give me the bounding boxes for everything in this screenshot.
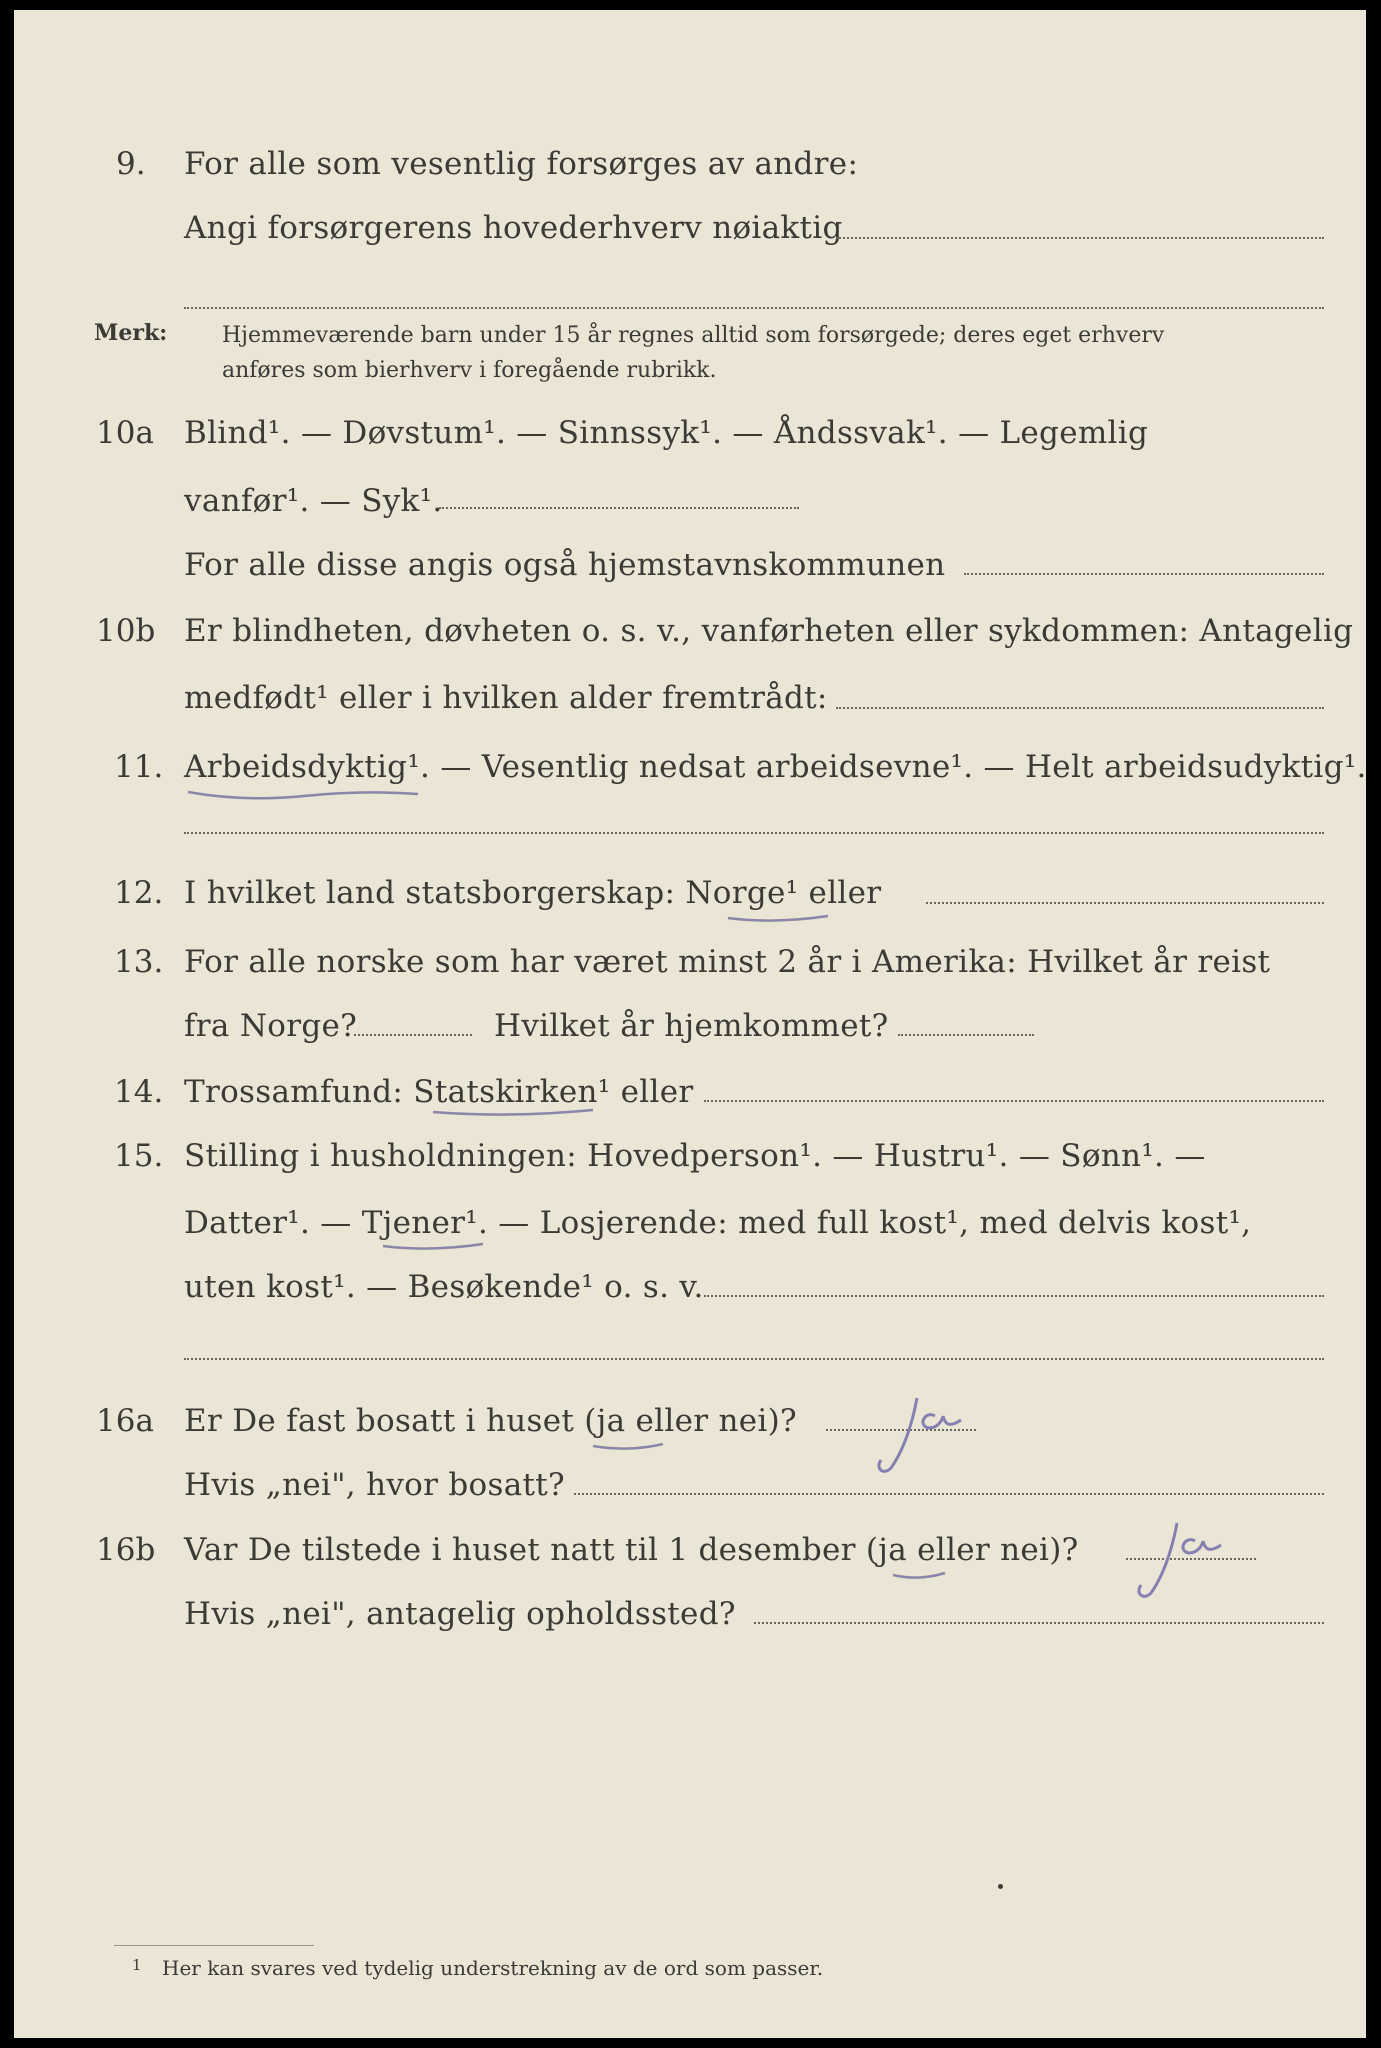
- note-label: Merk:: [94, 320, 168, 346]
- item-number: 12.: [114, 875, 164, 911]
- handwritten-underline: [184, 780, 424, 804]
- question-text: Hvis „nei", antagelig opholdssted?: [184, 1596, 736, 1632]
- question-text: For alle norske som har været minst 2 år i Amerika: Hvilket år reist: [184, 944, 1271, 980]
- question-text: Hvilket år hjemkommet?: [494, 1008, 889, 1044]
- svg-text:ja: ja: [1201, 1556, 1203, 1558]
- item-number: 10b: [96, 613, 156, 649]
- answer-line: [574, 1493, 1324, 1495]
- question-text: Er blindheten, døvheten o. s. v., vanførheten eller sykdommen: Antagelig: [184, 613, 1354, 649]
- census-form-page: [14, 10, 1366, 2038]
- question-text: For alle som vesentlig forsørges av andre:: [184, 146, 859, 182]
- question-text: Blind¹. — Døvstum¹. — Sinnssyk¹. — Åndssvak¹. — Legemlig: [184, 415, 1149, 451]
- item-number: 13.: [114, 944, 164, 980]
- footnote-text: Her kan svares ved tydelig understrekning av de ord som passer.: [162, 1956, 824, 1980]
- item-number: 11.: [114, 749, 164, 785]
- ink-dot: [998, 1884, 1003, 1889]
- question-text: Hvis „nei", hvor bosatt?: [184, 1467, 565, 1503]
- answer-line: [439, 507, 799, 509]
- footnote-rule: [114, 1945, 314, 1946]
- item-number: 9.: [116, 146, 146, 182]
- item-number: 14.: [114, 1074, 164, 1110]
- question-text: uten kost¹. — Besøkende¹ o. s. v.: [184, 1269, 704, 1305]
- handwritten-underline: [429, 1102, 599, 1122]
- answer-line: [354, 1034, 472, 1036]
- handwritten-underline: [724, 908, 834, 928]
- handwritten-underline: [589, 1436, 669, 1456]
- question-text: For alle disse angis også hjemstavnskommunen: [184, 547, 946, 583]
- question-text: medfødt¹ eller i hvilken alder fremtrådt:: [184, 680, 828, 716]
- question-text: Angi forsørgerens hovederhverv nøiaktig: [184, 210, 843, 246]
- question-text: Datter¹. — Tjener¹. — Losjerende: med full kost¹, med delvis kost¹,: [184, 1205, 1252, 1241]
- handwritten-underline: [379, 1236, 489, 1256]
- question-text: fra Norge?: [184, 1008, 358, 1044]
- answer-line: [704, 1295, 1324, 1297]
- handwritten-underline: [889, 1565, 949, 1585]
- question-text: I hvilket land statsborgerskap: Norge¹ eller: [184, 875, 882, 911]
- item-number: 16b: [96, 1532, 156, 1568]
- item-number: 15.: [114, 1138, 164, 1174]
- question-text: Trossamfund: Statskirken¹ eller: [184, 1074, 694, 1110]
- handwritten-answer: [869, 1390, 1009, 1480]
- answer-line: [898, 1034, 1034, 1036]
- svg-text:ja: ja: [941, 1431, 943, 1433]
- answer-line: [184, 832, 1324, 834]
- answer-line: [836, 707, 1324, 709]
- answer-line: [964, 573, 1324, 575]
- question-text: Stilling i husholdningen: Hovedperson¹. — Hustru¹. — Sønn¹. —: [184, 1138, 1206, 1174]
- item-number: 10a: [96, 415, 154, 451]
- note-text: Hjemmeværende barn under 15 år regnes alltid som forsørgede; deres eget erhverv: [222, 323, 1165, 348]
- answer-line: [754, 1622, 1324, 1624]
- footnote-mark: 1: [132, 1956, 142, 1974]
- answer-line: [184, 1358, 1324, 1360]
- item-number: 16a: [96, 1403, 154, 1439]
- question-text: Var De tilstede i huset natt til 1 desember (ja eller nei)?: [184, 1532, 1079, 1568]
- answer-line: [184, 307, 1324, 309]
- note-text: anføres som bierhverv i foregående rubrikk.: [222, 358, 717, 383]
- answer-line: [836, 237, 1324, 239]
- question-text: Er De fast bosatt i huset (ja eller nei)?: [184, 1403, 797, 1439]
- answer-line: [926, 902, 1324, 904]
- answer-line: [704, 1100, 1324, 1102]
- question-text: Arbeidsdyktig¹. — Vesentlig nedsat arbeidsevne¹. — Helt arbeidsudyktig¹.: [184, 749, 1367, 785]
- question-text: vanfør¹. — Syk¹.: [184, 483, 443, 519]
- handwritten-answer: [1129, 1515, 1269, 1605]
